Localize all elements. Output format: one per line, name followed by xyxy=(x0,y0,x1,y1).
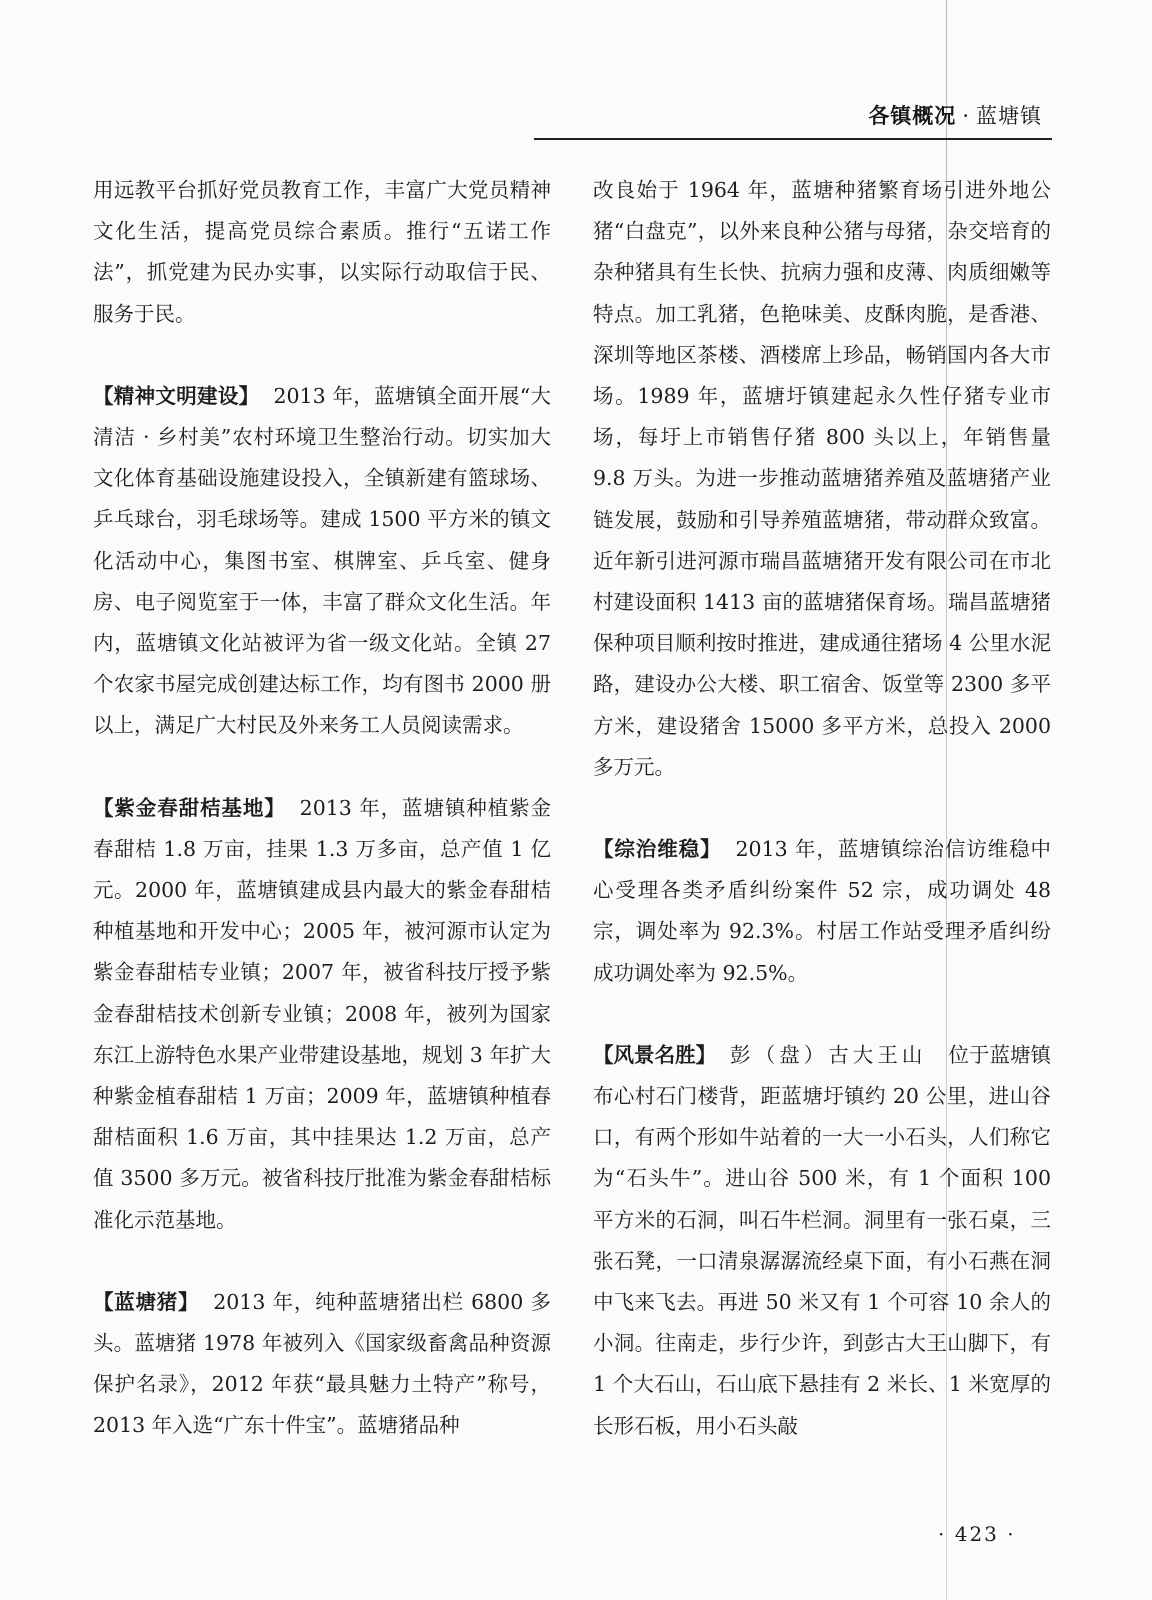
entry-text: 2013 年，蓝塘镇种植紫金春甜桔 1.8 万亩，挂果 1.3 万多亩，总产值 1 亿元。2000 年，蓝塘镇建成县内最大的紫金春甜桔种植基地和开发中心；2005 年，被河源市认定为紫金春甜桔专业镇；2007 年，被省科技厅授予紫金春甜桔技术创新专业镇；2008 年，被列为国家东江上游特色水果产业带建设基地，规划 3 年扩大种紫金植春甜桔 1 万亩；2009 年，蓝塘镇种植春甜桔面积 1.6 万亩，其中挂果达 1.2 万亩，总产值 3500 多万元。被省科技厅批准为紫金春甜桔标准化示范基地。 xyxy=(93,795,551,1232)
entry-text: 2013 年，纯种蓝塘猪出栏 6800 多头。蓝塘猪 1978 年被列入《国家级畜禽品种资源保护名录》，2012 年获“最具魅力土特产”称号，2013 年入选“广东十件宝”。蓝塘猪品种 xyxy=(93,1289,552,1438)
header-separator: · xyxy=(962,104,970,128)
header-section-title: 各镇概况 xyxy=(868,104,957,128)
entry-text: 位于蓝塘镇布心村石门楼背，距蓝塘圩镇约 20 公里，进山谷口，有两个形如牛站着的一大一小石头，人们称它为“石头牛”。进山谷 500 米，有 1 个面积 100 平方米的石洞，叫石牛栏洞。洞里有一张石桌，三张石凳，一口清泉潺潺流经桌下面，有小石燕在洞中飞来飞去。再进 50 米又有 1 个可容 10 余人的小洞。往南走，步行少许，到彭古大王山脚下，有 1 个大石山，石山底下悬挂有 2 米长、1 米宽厚的长形石板，用小石头敲 xyxy=(593,1042,1052,1438)
entry-scenic-spots xyxy=(593,1035,1051,1447)
page-number: · 423 · xyxy=(938,1522,1016,1546)
entry-heading: 【蓝塘猪】 xyxy=(93,1289,200,1314)
entry-heading: 【紫金春甜桔基地】 xyxy=(93,795,286,820)
entry-heading: 【综治维稳】 xyxy=(593,837,722,862)
running-header xyxy=(868,100,1042,130)
left-column xyxy=(93,170,551,1447)
entry-heading: 【风景名胜】 xyxy=(593,1042,717,1067)
entry-text: 2013 年，蓝塘镇综治信访维稳中心受理各类矛盾纠纷案件 52 宗，成功调处 48 宗，调处率为 92.3%。村居工作站受理矛盾纠纷成功调处率为 92.5%。 xyxy=(593,837,1051,985)
entry-heading: 【精神文明建设】 xyxy=(93,383,260,408)
left-intro-paragraph: 用远教平台抓好党员教育工作，丰富广大党员精神文化生活，提高党员综合素质。推行“五诺工作法”，抓党建为民办实事，以实际行动取信于民、服务于民。 xyxy=(93,178,551,326)
entry-subheading: 彭（盘）古大王山 xyxy=(730,1042,927,1067)
entry-citrus-base xyxy=(93,788,551,1241)
entry-lantang-pig xyxy=(93,1282,551,1447)
header-town-name: 蓝塘镇 xyxy=(976,104,1042,128)
header-rule xyxy=(534,138,1052,140)
right-continuation-paragraph: 改良始于 1964 年，蓝塘种猪繁育场引进外地公猪“白盘克”，以外来良种公猪与母猪，杂交培育的杂种猪具有生长快、抗病力强和皮薄、肉质细嫩等特点。加工乳猪，色艳味美、皮酥肉脆，是香港、深圳等地区茶楼、酒楼席上珍品，畅销国内各大市场。1989 年，蓝塘圩镇建起永久性仔猪专业市场，每圩上市销售仔猪 800 头以上，年销售量 9.8 万头。为进一步推动蓝塘猪养殖及蓝塘猪产业链发展，鼓励和引导养殖蓝塘猪，带动群众致富。近年新引进河源市瑞昌蓝塘猪开发有限公司在市北村建设面积 1413 亩的蓝塘猪保育场。瑞昌蓝塘猪保种项目顺利按时推进，建成通往猪场 4 公里水泥路，建设办公大楼、职工宿舍、饭堂等 2300 多平方米，建设猪舍 15000 多平方米，总投入 2000 多万元。 xyxy=(593,178,1051,779)
entry-social-stability xyxy=(593,829,1051,994)
right-column xyxy=(593,170,1051,1447)
entry-spiritual-civilization xyxy=(93,376,551,747)
entry-text: 2013 年，蓝塘镇全面开展“大清洁 · 乡村美”农村环境卫生整治行动。切实加大文化体育基础设施建设投入，全镇新建有篮球场、乒乓球台，羽毛球场等。建成 1500 平方米的镇文化活动中心，集图书室、棋牌室、乒乓室、健身房、电子阅览室于一体，丰富了群众文化生活。年内，蓝塘镇文化站被评为省一级文化站。全镇 27 个农家书屋完成创建达标工作，均有图书 2000 册以上，满足广大村民及外来务工人员阅读需求。 xyxy=(93,383,552,738)
